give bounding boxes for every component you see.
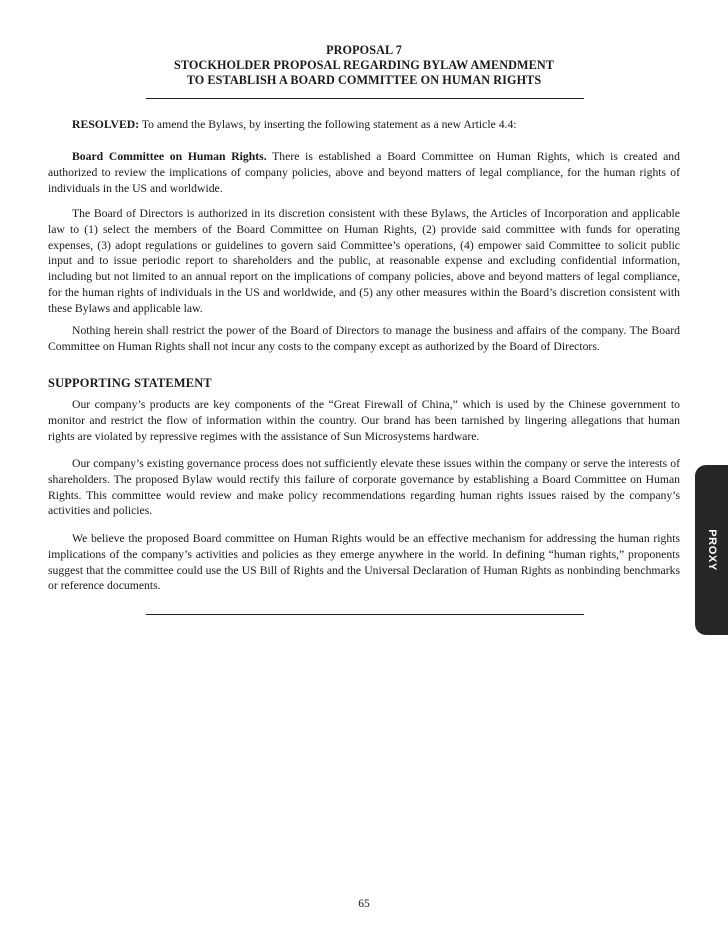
committee-paragraph <box>48 149 680 196</box>
restriction-paragraph: Nothing herein shall restrict the power of the Board of Directors to manage the business and affairs of the company. The Board Committee on Human Rights shall not incur any costs to the company except as authorized by the Board of Directors. <box>48 324 680 353</box>
page-number: 65 <box>358 898 370 910</box>
bottom-divider <box>146 614 584 615</box>
committee-text: There is established a Board Committee on Human Rights, which is created and authorized to review the implications of company policies, above and beyond matters of legal compliance, for the human rights of individuals in the US and worldwide. <box>48 150 680 195</box>
supporting-paragraph-2: Our company’s existing governance process does not sufficiently elevate these issues within the company or serve the interests of shareholders. The proposed Bylaw would rectify this failure of corporate governance by establishing a Board Committee on Human Rights. This committee would review and make policy recommendations regarding human rights issues raised by the company’s activities and policies. <box>48 457 680 518</box>
proposal-title-line-1: STOCKHOLDER PROPOSAL REGARDING BYLAW AMENDMENT <box>174 58 554 72</box>
authorization-paragraph: The Board of Directors is authorized in its discretion consistent with these Bylaws, the Articles of Incorporation and applicable law to (1) select the members of the Board Committee on Human Rights, (2) provide said committee with funds for operating expenses, (3) adopt regulations or guidelines to govern said Committee’s operations, (4) empower said Committee to solicit public input and to issue periodic report to shareholders and the public, at reasonable expense and excluding confidential information, including but not limited to an annual report on the implications of company policies, above and beyond matters of legal compliance, for the human rights of individuals in the US and worldwide, and (5) any other measures within the Board’s discretion consistent with these Bylaws and applicable law. <box>48 207 680 315</box>
resolved-lead: RESOLVED: <box>72 118 140 131</box>
proposal-number: PROPOSAL 7 <box>326 43 402 57</box>
supporting-paragraph-1: Our company’s products are key components of the “Great Firewall of China,” which is used by the Chinese government to monitor and restrict the flow of information within the country. Our brand has been tarnished by lingering allegations that human rights are violated by repressive regimes with the assistance of Sun Microsystems hardware. <box>48 398 680 443</box>
proposal-title-line-2: TO ESTABLISH A BOARD COMMITTEE ON HUMAN RIGHTS <box>186 73 542 87</box>
proxy-section-tab <box>695 465 728 635</box>
top-divider <box>146 98 584 99</box>
proxy-tab-label: PROXY <box>705 529 718 571</box>
resolved-text: To amend the Bylaws, by inserting the following statement as a new Article 4.4: <box>139 118 517 131</box>
resolved-paragraph <box>48 117 680 133</box>
proposal-title <box>0 43 728 88</box>
supporting-paragraph-3: We believe the proposed Board committee on Human Rights would be an effective mechanism for addressing the human rights implications of the company’s activities and policies as they emerge anywhere in the world. In defining “human rights,” proponents suggest that the committee could use the US Bill of Rights and the Universal Declaration of Human Rights as nonbinding benchmarks or reference documents. <box>48 532 680 593</box>
supporting-statement-heading: SUPPORTING STATEMENT <box>48 376 212 390</box>
committee-lead: Board Committee on Human Rights. <box>72 150 267 163</box>
